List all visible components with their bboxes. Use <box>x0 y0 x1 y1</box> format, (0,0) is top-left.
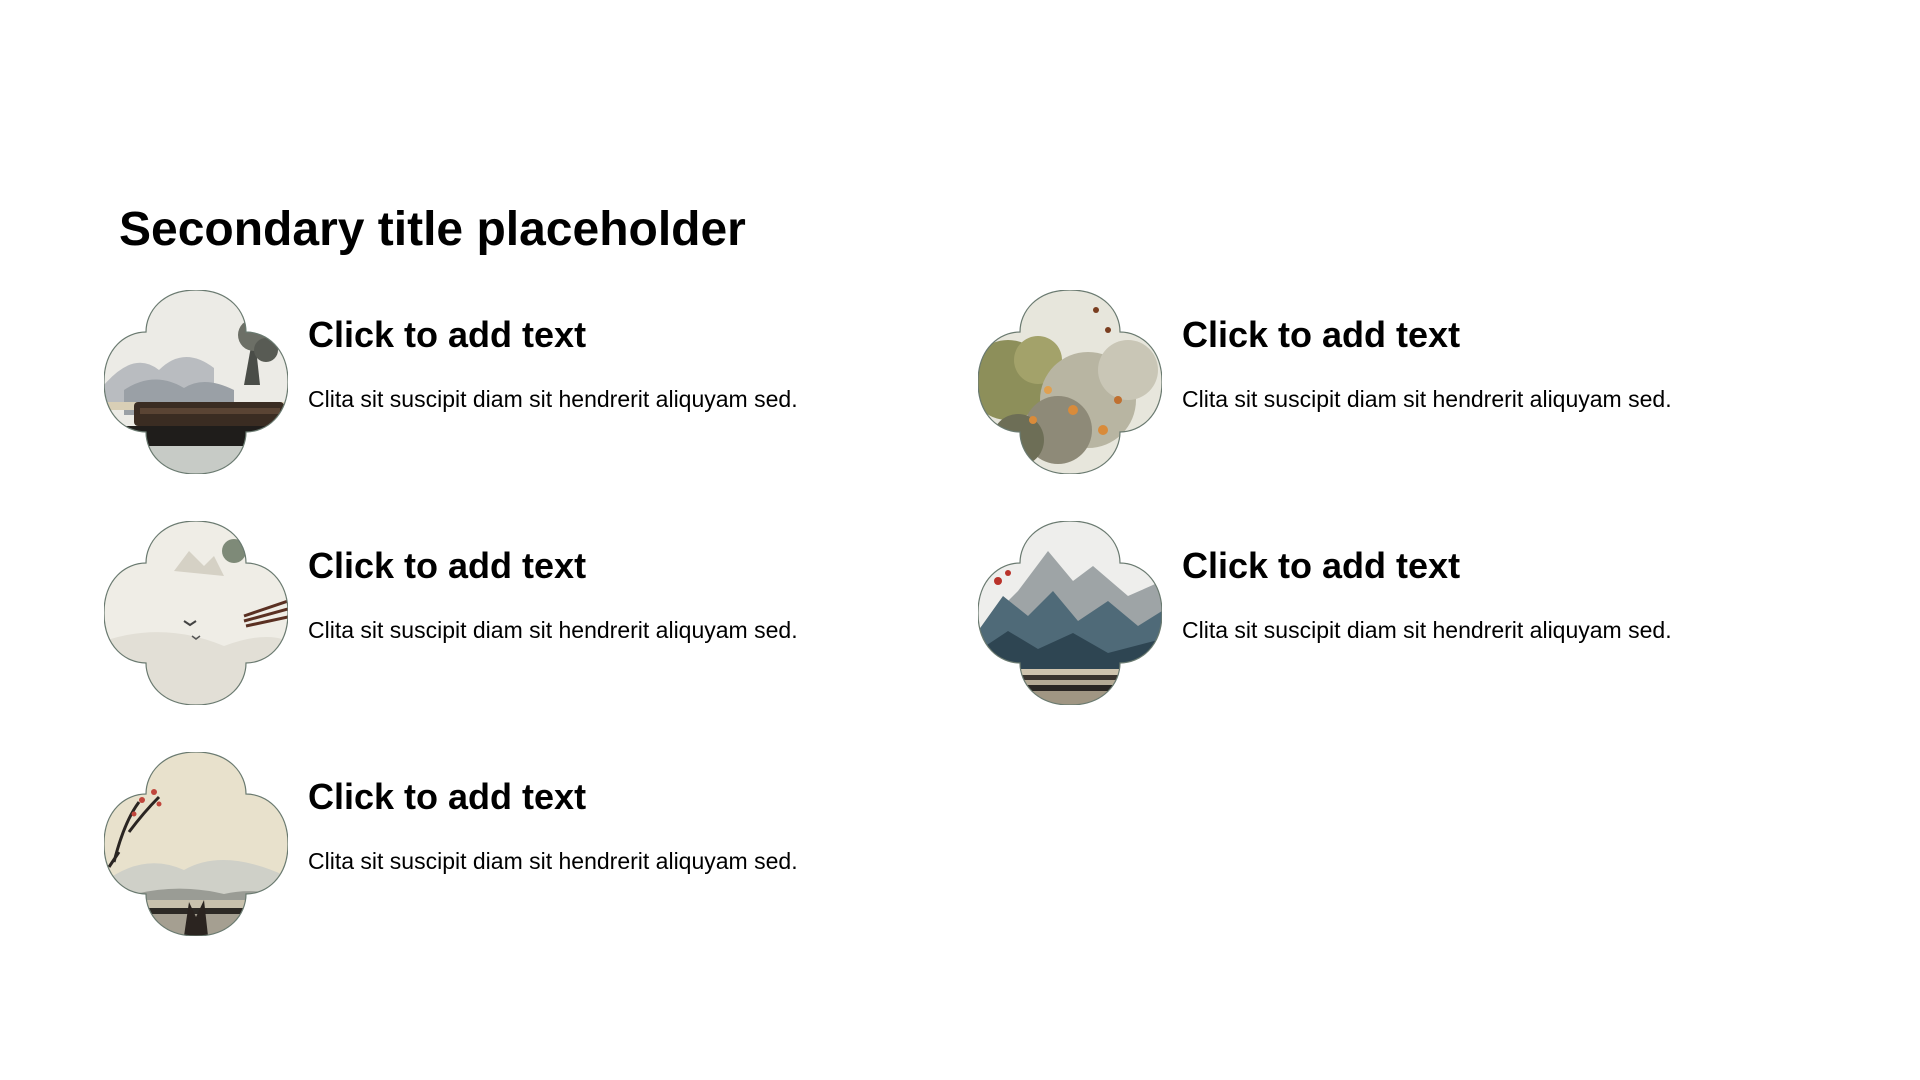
content-item <box>104 752 924 942</box>
item-description[interactable]: Clita sit suscipit diam sit hendrerit aliquyam sed. <box>308 386 798 412</box>
plum-blossom-hills-image[interactable] <box>104 752 288 936</box>
content-item <box>104 521 924 711</box>
item-heading[interactable]: Click to add text <box>1182 314 1461 355</box>
misty-mountains-with-birds-image[interactable] <box>104 521 288 705</box>
item-description[interactable]: Clita sit suscipit diam sit hendrerit aliquyam sed. <box>1182 386 1672 412</box>
item-heading[interactable]: Click to add text <box>308 776 587 817</box>
content-item <box>978 290 1798 480</box>
item-description[interactable]: Clita sit suscipit diam sit hendrerit aliquyam sed. <box>1182 617 1672 643</box>
slide-title[interactable]: Secondary title placeholder <box>119 203 746 256</box>
content-item <box>978 521 1798 711</box>
ink-flowers-image[interactable] <box>978 290 1162 474</box>
item-heading[interactable]: Click to add text <box>308 314 587 355</box>
item-heading[interactable]: Click to add text <box>1182 545 1461 586</box>
item-description[interactable]: Clita sit suscipit diam sit hendrerit aliquyam sed. <box>308 848 798 874</box>
item-heading[interactable]: Click to add text <box>308 545 587 586</box>
blue-ink-mountains-image[interactable] <box>978 521 1162 705</box>
content-item <box>104 290 924 480</box>
item-description[interactable]: Clita sit suscipit diam sit hendrerit aliquyam sed. <box>308 617 798 643</box>
ink-landscape-with-flute-image[interactable] <box>104 290 288 474</box>
